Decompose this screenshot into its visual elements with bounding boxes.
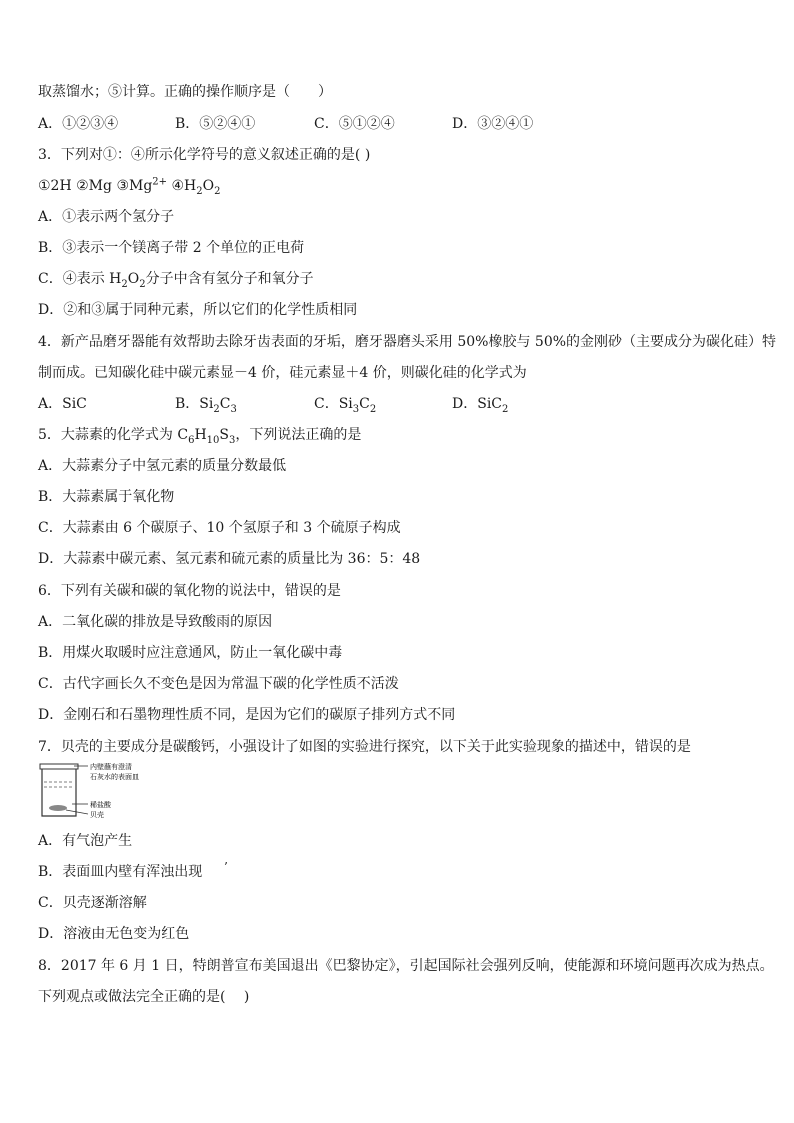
q4b-sub1: 2 (213, 403, 220, 415)
watch-glass (40, 764, 78, 769)
question-3-stem: 3．下列对①：④所示化学符号的意义叙述正确的是( ) (38, 147, 371, 163)
stray-mark: ’ (224, 860, 228, 874)
q6-option-c: C．古代字画长久不变色是因为常温下碳的化学性质不活泼 (38, 676, 399, 692)
shell (49, 805, 67, 811)
q5-h: H (194, 427, 207, 443)
q3c-sub2: 2 (139, 278, 146, 290)
q4-option-c (314, 394, 376, 414)
label-1: 内壁蘸有澄清 (90, 763, 132, 771)
question-3-symbols (38, 176, 221, 196)
label-4: 贝壳 (90, 811, 104, 819)
q7-option-c: C．贝壳逐渐溶解 (38, 895, 147, 911)
q3c-sub1: 2 (121, 278, 128, 290)
symbol-4-o: O (202, 178, 215, 194)
symbol-3: ③Mg (116, 178, 153, 194)
q5-option-d: D．大蒜素中碳元素、氢元素和硫元素的质量比为 36：5：48 (38, 551, 421, 567)
question-6-stem: 6．下列有关碳和碳的氧化物的说法中，错误的是 (38, 583, 341, 599)
q5-option-a: A．大蒜素分子中氢元素的质量分数最低 (38, 458, 287, 474)
q2-option-d: D．③②④① (452, 116, 534, 132)
q4c-sub1: 3 (352, 403, 360, 415)
question-5-stem (38, 425, 361, 445)
q3c-post: 分子中含有氢分子和氧分子 (145, 271, 314, 287)
q3-option-c (38, 269, 314, 289)
q3c-pre: C．④表示 H (38, 271, 122, 287)
q3c-mid: O (127, 271, 140, 287)
question-7-stem: 7．贝壳的主要成分是碳酸钙，小强设计了如图的实验进行探究，以下关于此实验现象的描述中，错误的是 (38, 739, 691, 755)
q5-sub-h: 10 (206, 434, 220, 446)
q2-option-a: A．①②③④ (38, 116, 119, 132)
symbol-4: ④H (171, 178, 197, 194)
symbol-1: ①2H (38, 178, 72, 194)
q2-option-c: C．⑤①②④ (314, 116, 395, 132)
q4c-pre: C．Si (314, 396, 353, 412)
q4c-mid: C (359, 396, 370, 412)
q5-pre: 5．大蒜素的化学式为 C (38, 427, 189, 443)
q5-s: S (219, 427, 229, 443)
q6-option-d: D．金刚石和石墨物理性质不同，是因为它们的碳原子排列方式不同 (38, 707, 456, 723)
label-2: 石灰水的表面皿 (90, 773, 139, 781)
pointer-4 (66, 810, 88, 814)
q2-option-b: B．⑤②④① (175, 116, 256, 132)
q5-sub-s: 3 (229, 434, 236, 446)
q5-sub-c: 6 (188, 434, 195, 446)
symbol-4-sub-o: 2 (214, 185, 221, 197)
q4-option-b (175, 394, 237, 414)
q4-option-a: A．SiC (38, 396, 87, 412)
q3-option-a: A．①表示两个氢分子 (38, 209, 175, 225)
q5-post: ，下列说法正确的是 (235, 427, 362, 443)
q5-option-c: C．大蒜素由 6 个碳原子、10 个氢原子和 3 个硫原子构成 (38, 520, 401, 536)
q6-option-b: B．用煤火取暖时应注意通风，防止一氧化碳中毒 (38, 645, 343, 661)
q7-option-b: B．表面皿内壁有浑浊出现 (38, 864, 203, 880)
q4c-sub2: 2 (369, 403, 377, 415)
question-2-tail: 取蒸馏水；⑤计算。正确的操作顺序是（ ） (38, 84, 332, 100)
q6-option-a: A．二氧化碳的排放是导致酸雨的原因 (38, 614, 273, 630)
q3-option-b: B．③表示一个镁离子带 2 个单位的正电荷 (38, 240, 305, 256)
question-8-stem-1: 8．2017 年 6 月 1 日，特朗普宣布美国退出《巴黎协定》，引起国际社会强列反响，使能源和环境问题再次成为热点。 (38, 958, 774, 974)
q4b-mid: C (219, 396, 231, 412)
q4b-pre: B．Si (175, 396, 214, 412)
q4d-sub1: 2 (502, 403, 509, 415)
symbol-4-sub-h: 2 (196, 185, 203, 197)
symbol-3-charge: 2+ (152, 176, 168, 188)
symbol-2: ②Mg (76, 178, 112, 194)
q3-option-d: D．②和③属于同种元素，所以它们的化学性质相同 (38, 302, 358, 318)
q5-option-b: B．大蒜素属于氧化物 (38, 489, 175, 505)
q7-option-a: A．有气泡产生 (38, 833, 133, 849)
q4d-pre: D．SiC (452, 396, 503, 412)
question-4-stem-1: 4．新产品磨牙器能有效帮助去除牙齿表面的牙垢，磨牙器磨头采用 50%橡胶与 50%的金刚砂（主要成分为碳化硅）特 (38, 334, 777, 350)
question-4-stem-2: 制而成。已知碳化硅中碳元素显－4 价，硅元素显＋4 价，则碳化硅的化学式为 (38, 365, 527, 381)
question-8-stem-2: 下列观点或做法完全正确的是( ) (38, 989, 250, 1005)
q4-option-d (452, 394, 508, 414)
label-3: 稀盐酸 (90, 801, 111, 809)
q7-option-d: D．溶液由无色变为红色 (38, 926, 190, 942)
q4b-sub2: 3 (230, 403, 237, 415)
experiment-figure (38, 760, 198, 822)
